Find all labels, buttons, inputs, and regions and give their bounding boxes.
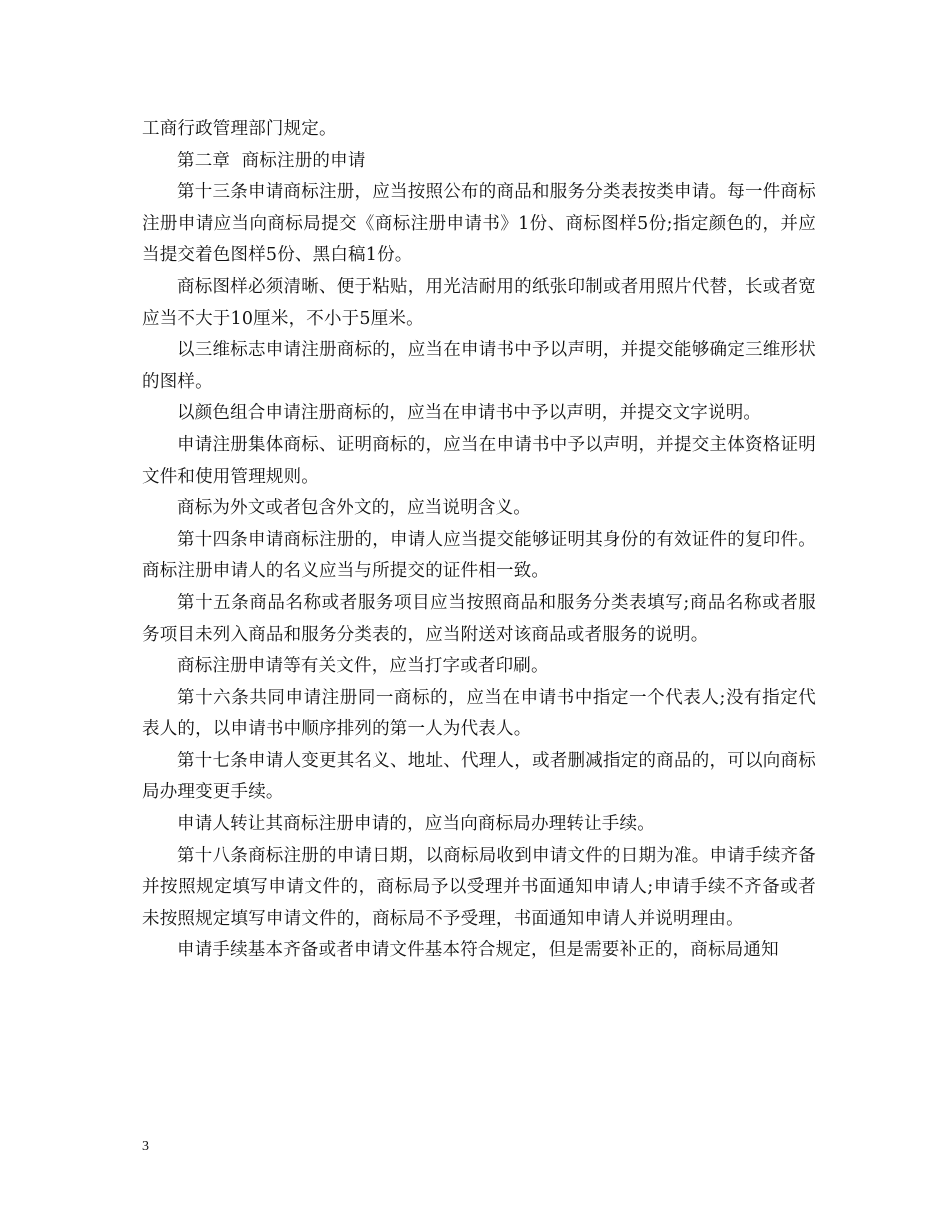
paragraph-1: 工商行政管理部门规定。	[142, 119, 337, 139]
paragraph-article-17: 第十七条申请人变更其名义、地址、代理人，或者删减指定的商品的，可以向商标局办理变更手续。	[142, 750, 816, 803]
paragraph-transfer: 申请人转让其商标注册申请的，应当向商标局办理转让手续。	[177, 814, 655, 835]
document-body	[142, 114, 816, 967]
paragraph-article-14: 第十四条申请商标注册的，申请人应当提交能够证明其身份的有效证件的复印件。商标注册申请人的名义应当与所提交的证件相一致。	[142, 529, 816, 582]
paragraph-article-18: 第十八条商标注册的申请日期，以商标局收到申请文件的日期为准。申请手续齐备并按照规定填写申请文件的，商标局予以受理并书面通知申请人;申请手续不齐备或者未按照规定填写申请文件的，商标局不予受理，书面通知申请人并说明理由。	[142, 845, 816, 929]
page-number: 3	[142, 1139, 149, 1154]
paragraph-3d-mark: 以三维标志申请注册商标的，应当在申请书中予以声明，并提交能够确定三维形状的图样。	[142, 340, 816, 392]
paragraph-foreign-text: 商标为外文或者包含外文的，应当说明含义。	[177, 498, 531, 519]
paragraph-article-15: 第十五条商品名称或者服务项目应当按照商品和服务分类表填写;商品名称或者服务项目未列入商品和服务分类表的，应当附送对该商品或者服务的说明。	[142, 592, 816, 645]
paragraph-trademark-sample: 商标图样必须清晰、便于粘贴，用光洁耐用的纸张印制或者用照片代替，长或者宽应当不大于10厘米，不小于5厘米。	[142, 276, 816, 329]
paragraph-color-combination: 以颜色组合申请注册商标的，应当在申请书中予以声明，并提交文字说明。	[177, 403, 762, 424]
paragraph-typed-documents: 商标注册申请等有关文件，应当打字或者印刷。	[177, 656, 549, 677]
paragraph-article-13: 第十三条申请商标注册，应当按照公布的商品和服务分类表按类申请。每一件商标注册申请应当向商标局提交《商标注册申请书》1份、商标图样5份;指定颜色的，并应当提交着色图样5份、黑白稿1份。	[142, 182, 816, 266]
chapter-heading: 第二章 商标注册的申请	[177, 150, 366, 171]
paragraph-collective-mark: 申请注册集体商标、证明商标的，应当在申请书中予以声明，并提交主体资格证明文件和使用管理规则。	[142, 434, 816, 487]
paragraph-correction: 申请手续基本齐备或者申请文件基本符合规定，但是需要补正的，商标局通知	[177, 940, 779, 961]
paragraph-article-16: 第十六条共同申请注册同一商标的，应当在申请书中指定一个代表人;没有指定代表人的，以申请书中顺序排列的第一人为代表人。	[142, 687, 816, 740]
